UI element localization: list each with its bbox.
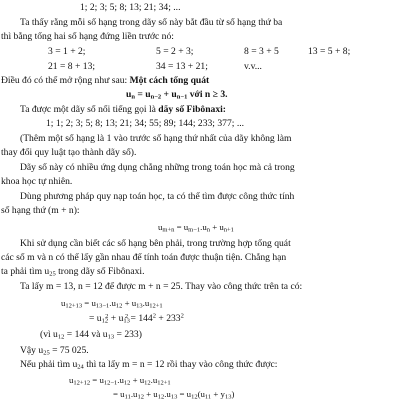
- equation-cell: v.v...: [244, 61, 262, 72]
- equation-row-2: [0, 61, 400, 73]
- fibonacci-intro-lead: Ta được một dãy số nổi tiếng gọi là: [20, 104, 159, 115]
- generalization-line: [1, 75, 209, 86]
- paragraph-6: Ta lấy m = 13, n = 12 để được m + n = 25. Thay vào công thức trên ta có:: [20, 281, 303, 292]
- equation-cell: 13 = 5 + 8;: [308, 46, 351, 57]
- result-u25: Vậy $u_{25} = 75$ 025.: [20, 345, 89, 357]
- fibonacci-intro: [20, 104, 226, 115]
- addition-formula: $u_{m+n} = u_{m-1}.u_n + u_{n+1}$: [158, 222, 234, 234]
- paragraph-5-line-3: ta phải tìm $u_{25}$ trong dãy số Fibônaxi.: [1, 266, 145, 278]
- u24-derivation-1: $u_{12+12} = u_{12-1}.u_{12} + u_{12}.u_{12+1}$: [69, 375, 171, 387]
- recurrence-formula: $u_n = u_{n-2} + u_{n-1}$ với n ≥ 3.: [126, 89, 228, 101]
- equation-cell: 5 = 2 + 3;: [156, 46, 194, 57]
- paragraph-1-line-1: Ta thấy rằng mỗi số hạng trong dãy số này bắt đầu từ số hạng thứ ba: [20, 17, 283, 28]
- u25-derivation-1: $u_{12+13} = u_{13-1}.u_{12} + u_{13}.u_{12+1}$: [61, 298, 163, 310]
- equation-cell: 34 = 13 + 21;: [156, 61, 208, 72]
- sequence-top: 1; 2; 3; 5; 8; 13; 21; 34; ...: [80, 2, 181, 13]
- equation-row-1: [0, 46, 400, 58]
- paragraph-3-line-1: Dãy số này có nhiều ứng dụng chẳng những trong toán học mà cả trong: [20, 162, 295, 173]
- generalization-lead: Điều đó có thể mở rộng như sau:: [1, 75, 130, 86]
- paragraph-1-line-2: thì bằng tổng hai số hạng đứng liền trước nó:: [1, 31, 174, 42]
- value-note: (vì $u_{12} = 144$ và $u_{13} = 233$): [40, 329, 142, 341]
- u24-derivation-2: = $u_{11}.u_{12} + u_{12}.u_{13} = u_{12}(u_{11} + y_{13})$: [113, 389, 235, 401]
- paragraph-4-line-1: Dùng phương pháp quy nạp toán học, ta có thể tìm được công thức tính: [20, 191, 295, 202]
- paragraph-2-line-1: (Thêm một số hạng là 1 vào trước số hạng thứ nhất của dãy không làm: [20, 133, 292, 144]
- equation-cell: 21 = 8 + 13;: [48, 61, 96, 72]
- paragraph-2-line-2: thay đổi quy luật tạo thành dãy số).: [1, 147, 137, 158]
- paragraph-4-line-2: số hạng thứ (m + n):: [1, 205, 80, 216]
- equation-cell: 8 = 3 + 5: [244, 46, 279, 57]
- paragraph-7: Nếu phải tìm $u_{24}$ thì ta lấy m = n = 12 rồi thay vào công thức được:: [20, 359, 278, 371]
- equation-cell: 3 = 1 + 2;: [48, 46, 86, 57]
- paragraph-5-line-2: các số m và n có thể lấy gần nhau để tính toán được thuận tiện. Chẳng hạn: [1, 252, 287, 263]
- fibonacci-name: dãy số Fibônaxi:: [158, 104, 227, 115]
- u25-derivation-2: = $u_{12}^2 + u_{13}^2 = 144^2 + 233^2$: [89, 312, 184, 325]
- paragraph-3-line-2: khoa học tự nhiên.: [1, 176, 73, 187]
- fibonacci-sequence: 1; 1; 2; 3; 5; 8; 13; 21; 34; 55; 89; 144; 233; 377; ...: [46, 118, 245, 129]
- generalization-bold: Một cách tổng quát: [129, 75, 210, 86]
- paragraph-5-line-1: Khi sử dụng cần biết các số hạng bên phải, trong trường hợp tổng quát: [20, 238, 291, 249]
